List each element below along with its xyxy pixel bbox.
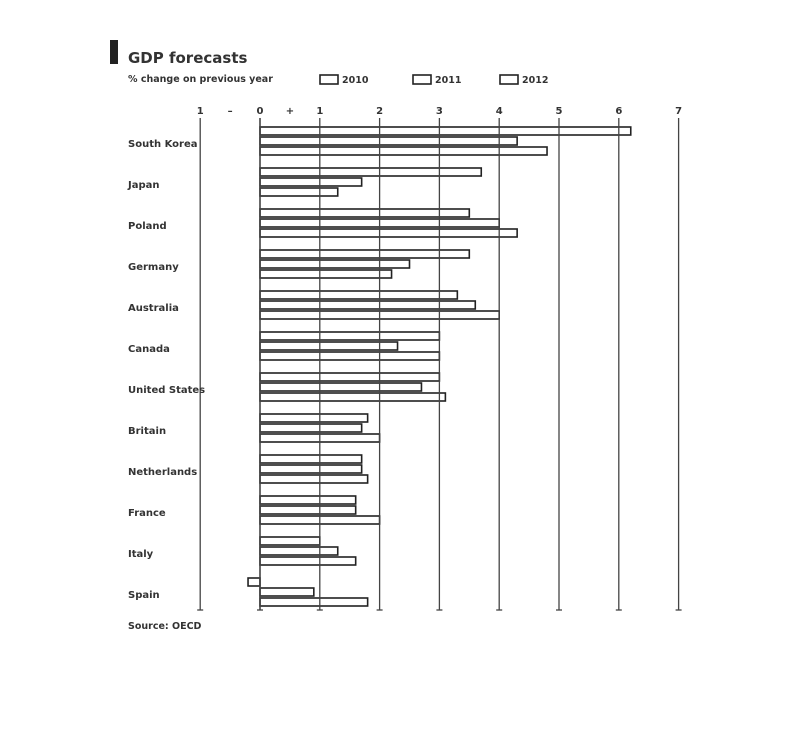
bar-netherlands-2010	[260, 455, 362, 463]
category-label-australia: Australia	[128, 303, 179, 314]
x-tick-label-4: 1	[316, 106, 324, 117]
category-label-canada: Canada	[128, 344, 170, 355]
bar-germany-2011	[260, 260, 410, 268]
category-label-netherlands: Netherlands	[128, 467, 198, 478]
bar-britain-2010	[260, 414, 368, 422]
legend	[320, 75, 548, 86]
x-tick-label-10: 7	[675, 106, 683, 117]
category-labels	[127, 139, 205, 601]
bar-united-states-2010	[260, 373, 439, 381]
legend-swatch-2011	[413, 75, 431, 84]
bar-italy-2012	[260, 557, 356, 565]
category-label-south-korea: South Korea	[128, 139, 198, 150]
chart-subtitle: % change on previous year	[128, 74, 273, 85]
category-label-france: France	[128, 508, 166, 519]
bar-netherlands-2011	[260, 465, 362, 473]
category-label-poland: Poland	[128, 221, 167, 232]
chart-title: GDP forecasts	[128, 49, 248, 67]
x-tick-label-8: 5	[555, 106, 563, 117]
bar-united-states-2011	[260, 383, 421, 391]
category-label-britain: Britain	[128, 426, 167, 437]
source-note: Source: OECD	[128, 621, 202, 632]
category-label-japan: Japan	[128, 180, 160, 191]
bar-spain-2010	[248, 578, 260, 586]
bar-spain-2011	[260, 588, 314, 596]
bar-canada-2012	[260, 352, 439, 360]
x-tick-label-7: 4	[495, 106, 503, 117]
bar-japan-2012	[260, 188, 338, 196]
bar-japan-2011	[260, 178, 362, 186]
x-tick-label-1: –	[227, 106, 233, 117]
legend-swatch-2010	[320, 75, 338, 84]
bar-south-korea-2012	[260, 147, 547, 155]
category-label-united-states: United States	[128, 385, 206, 396]
bar-poland-2010	[260, 209, 469, 217]
bar-australia-2011	[260, 301, 475, 309]
legend-label-2011: 2011	[435, 75, 462, 86]
bar-italy-2011	[260, 547, 338, 555]
category-label-italy: Italy	[128, 549, 154, 560]
bar-netherlands-2012	[260, 475, 368, 483]
bar-italy-2010	[260, 537, 320, 545]
bar-canada-2010	[260, 332, 439, 340]
bar-australia-2010	[260, 291, 457, 299]
bar-britain-2011	[260, 424, 362, 432]
bar-japan-2010	[260, 168, 481, 176]
category-label-spain: Spain	[128, 590, 160, 601]
bar-canada-2011	[260, 342, 398, 350]
title-accent-bar	[110, 40, 118, 64]
legend-label-2010: 2010	[342, 75, 369, 86]
x-tick-label-6: 3	[435, 106, 443, 117]
x-tick-label-0: 1	[196, 106, 204, 117]
bar-poland-2012	[260, 229, 517, 237]
legend-swatch-2012	[500, 75, 518, 84]
legend-label-2012: 2012	[522, 75, 549, 86]
bar-south-korea-2010	[260, 127, 631, 135]
bar-germany-2010	[260, 250, 469, 258]
x-tick-label-2: 0	[256, 106, 264, 117]
bar-france-2010	[260, 496, 356, 504]
x-tick-label-5: 2	[376, 106, 384, 117]
bar-united-states-2012	[260, 393, 445, 401]
x-tick-label-3: +	[285, 106, 295, 117]
bar-spain-2012	[260, 598, 368, 606]
bar-germany-2012	[260, 270, 392, 278]
x-tick-label-9: 6	[615, 106, 623, 117]
category-label-germany: Germany	[128, 262, 179, 273]
bar-france-2011	[260, 506, 356, 514]
x-axis-ticks	[197, 106, 682, 117]
bar-south-korea-2011	[260, 137, 517, 145]
